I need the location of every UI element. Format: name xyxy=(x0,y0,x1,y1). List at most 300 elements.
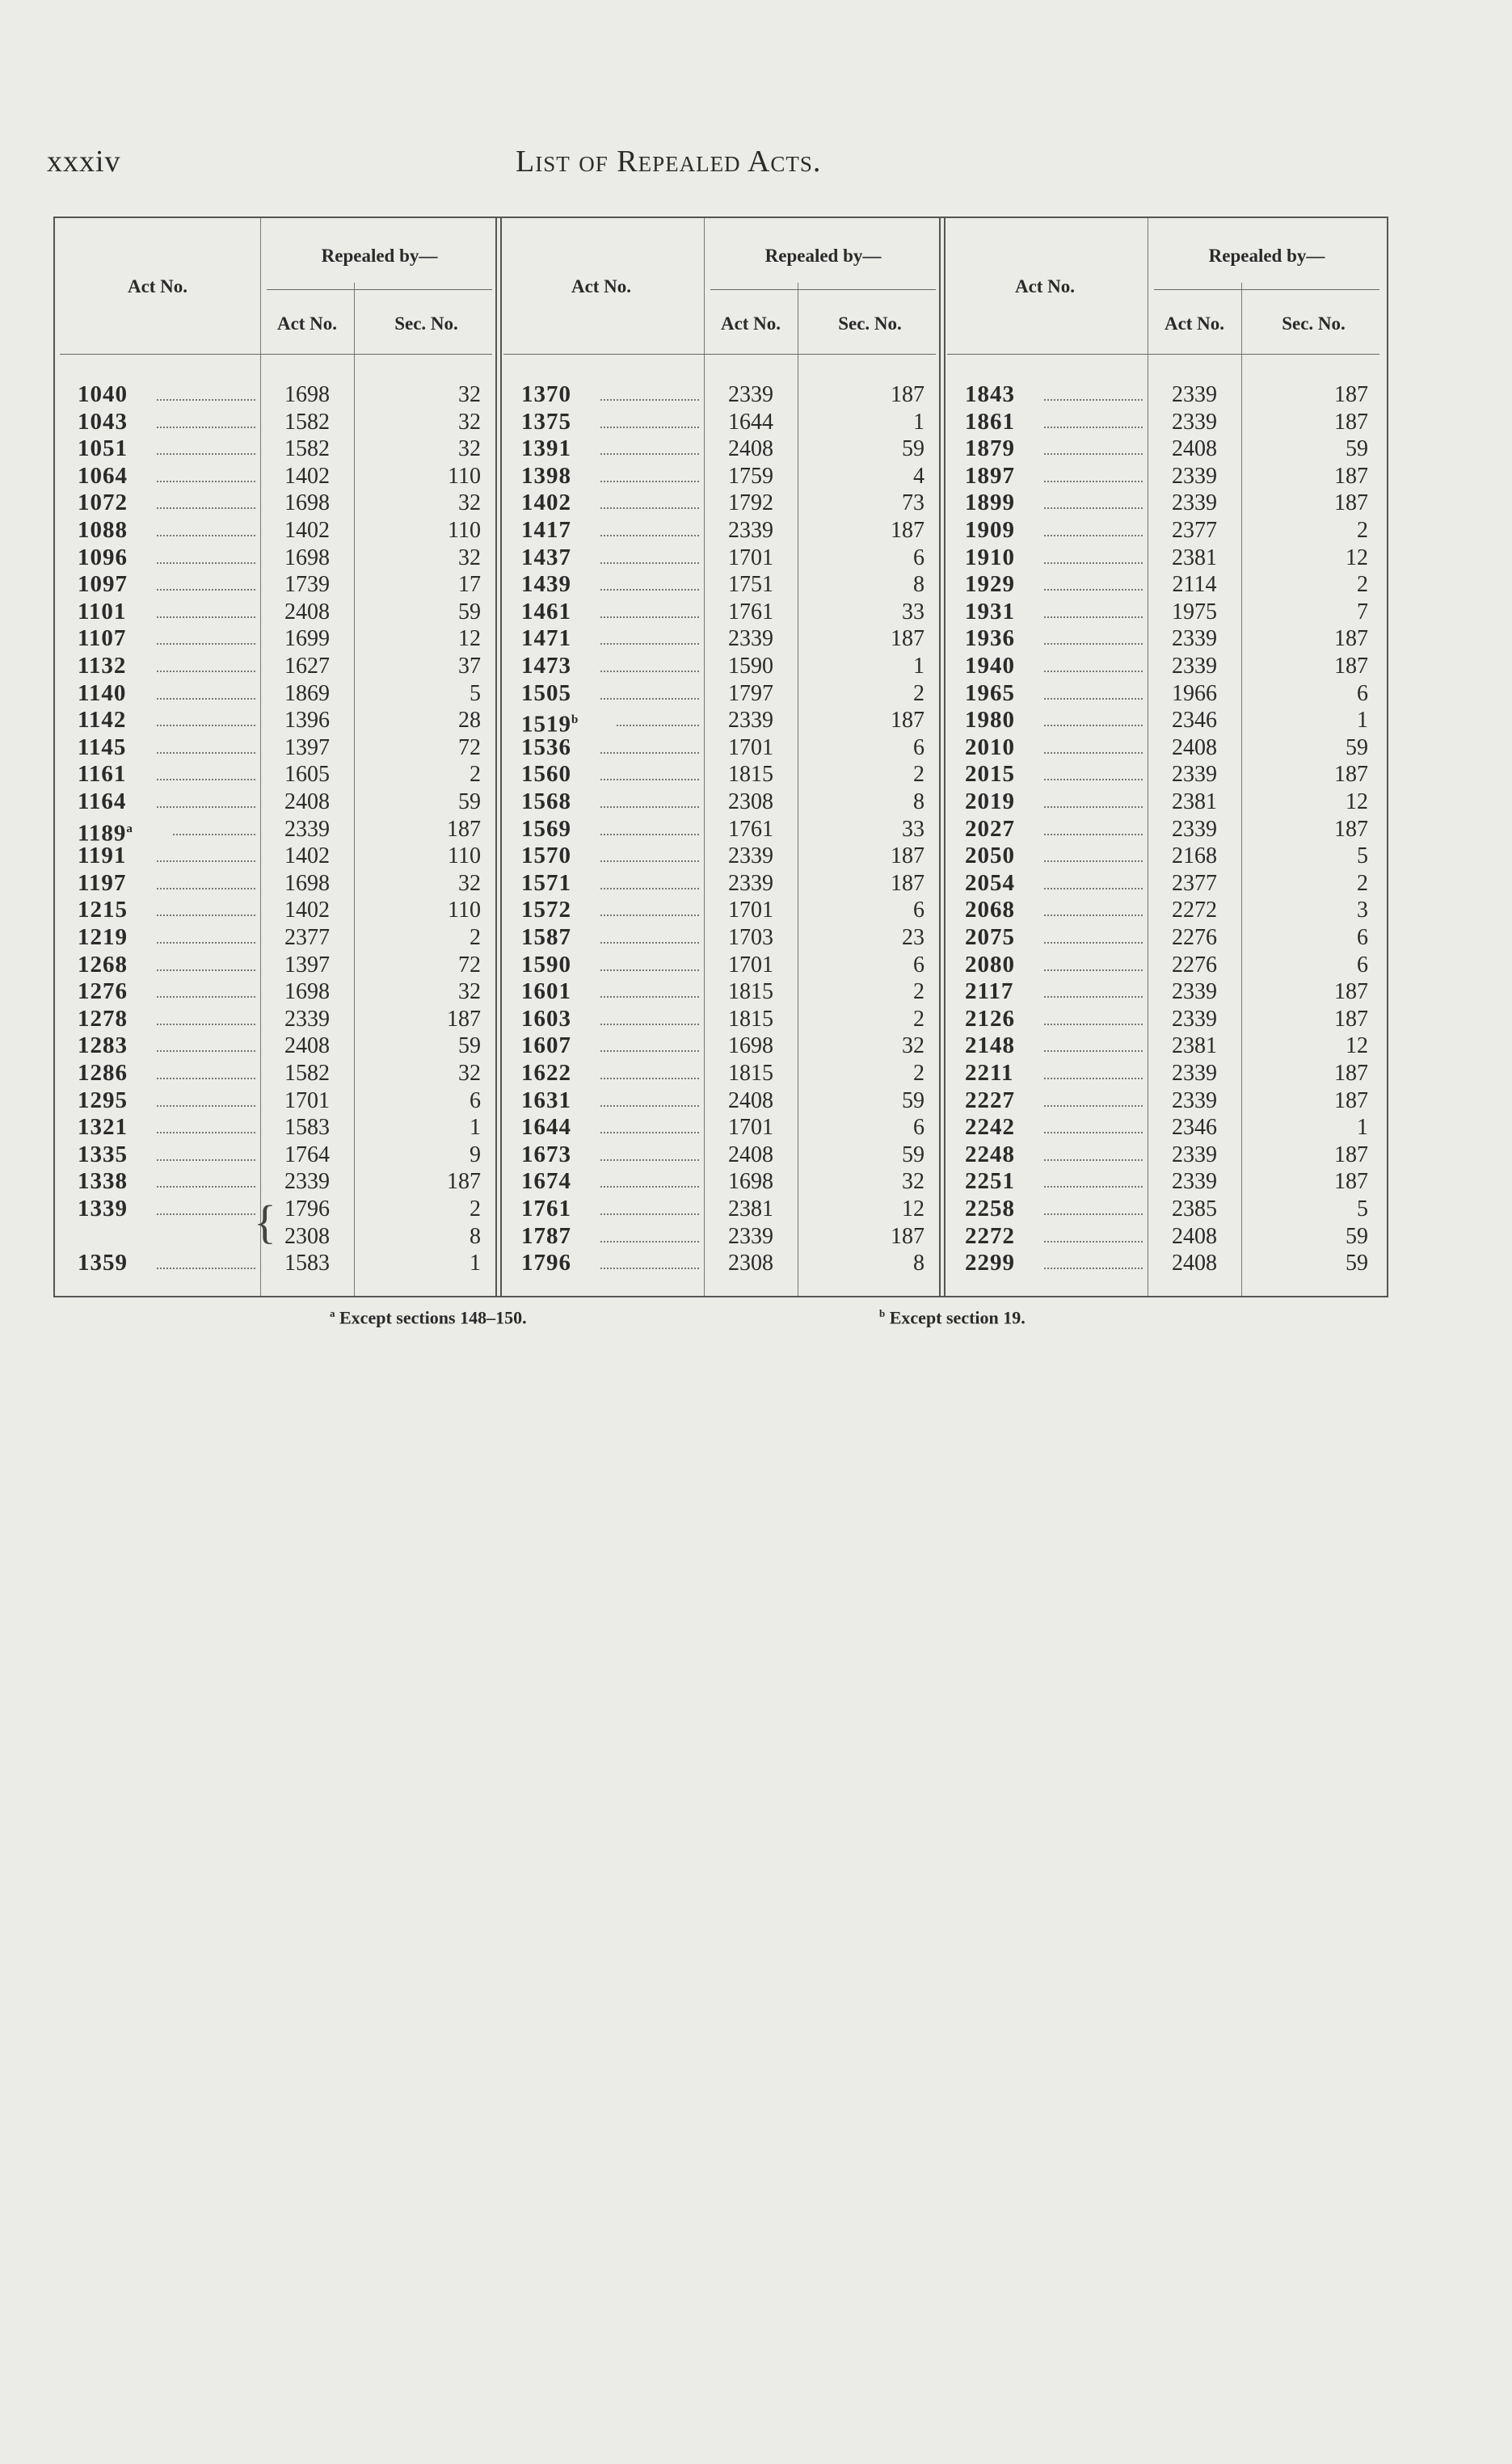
act-number-text: 1295 xyxy=(78,1087,128,1113)
act-number-text: 1321 xyxy=(78,1114,128,1141)
table-row xyxy=(55,625,1387,653)
repealing-act-number: 2339 xyxy=(728,708,773,734)
act-number xyxy=(965,978,1013,1006)
repealed-act-no-header: Act No. xyxy=(276,313,338,334)
repealing-section-number: 32 xyxy=(458,870,481,896)
act-no-header: Act No. xyxy=(571,276,632,296)
repealing-section-number: 4 xyxy=(913,463,924,489)
repealing-act-number: 1792 xyxy=(728,490,773,516)
act-number-text: 1375 xyxy=(521,408,571,435)
act-number-text: 1631 xyxy=(521,1087,571,1113)
act-number-text: 1929 xyxy=(965,571,1015,598)
table-row xyxy=(55,1250,1387,1277)
leader-dots xyxy=(1044,1223,1143,1243)
footnote-b xyxy=(879,1307,1026,1328)
repealing-act-number: 1701 xyxy=(728,1115,773,1141)
repealing-section-number: 59 xyxy=(458,789,481,814)
act-number-text: 2010 xyxy=(965,734,1015,760)
repealing-section-number: 9 xyxy=(470,1142,481,1167)
repealing-section-number: 1 xyxy=(913,409,924,435)
repealing-section-number: 73 xyxy=(902,490,924,516)
act-number xyxy=(965,1196,1015,1223)
repealing-section-number: 187 xyxy=(1334,979,1368,1005)
act-number-text: 1268 xyxy=(78,951,128,978)
act-number-text: 1219 xyxy=(78,924,128,950)
repealing-section-number: 187 xyxy=(1334,382,1368,407)
repealing-section-number: 6 xyxy=(913,734,924,760)
act-number xyxy=(965,734,1015,762)
repealing-section-number: 59 xyxy=(902,1087,924,1113)
repealing-act-number: 2339 xyxy=(284,1006,330,1032)
repealing-act-number: 2346 xyxy=(1172,1115,1217,1141)
repealing-act-number: 1796 xyxy=(284,1196,330,1221)
table-row xyxy=(55,680,1387,708)
repealed-act-no-header: Act No. xyxy=(1164,313,1225,334)
act-number-text: 1161 xyxy=(78,761,127,788)
repealing-act-number: 1701 xyxy=(728,545,773,570)
act-number xyxy=(965,625,1015,653)
act-number-text: 2148 xyxy=(965,1032,1015,1059)
act-number xyxy=(965,870,1015,898)
repealing-section-number: 2 xyxy=(913,680,924,706)
act-number-text: 1437 xyxy=(521,544,571,570)
repealing-section-number: 187 xyxy=(1334,1169,1368,1195)
act-number-text: 2054 xyxy=(965,869,1015,896)
repealing-section-number: 59 xyxy=(1346,1251,1368,1276)
repealing-section-number: 6 xyxy=(470,1087,481,1113)
repealing-section-number: 5 xyxy=(1357,843,1368,869)
repealing-section-number: 6 xyxy=(913,952,924,978)
act-number-text: 2251 xyxy=(965,1168,1015,1195)
act-number-text: 1879 xyxy=(965,435,1015,462)
repealing-act-number: 2339 xyxy=(1172,1169,1217,1195)
repealing-section-number: 8 xyxy=(913,572,924,598)
repealing-section-number: 32 xyxy=(458,979,481,1005)
repealing-act-number: 2339 xyxy=(1172,1142,1217,1167)
repealing-section-number: 5 xyxy=(470,680,481,706)
repealing-section-number: 187 xyxy=(1334,1061,1368,1086)
leader-dots xyxy=(1044,816,1143,835)
table-row xyxy=(55,1006,1387,1033)
act-number-text: 2248 xyxy=(965,1141,1015,1167)
repealing-act-number: 1583 xyxy=(284,1115,330,1141)
act-number-text: 1673 xyxy=(521,1141,571,1167)
act-number xyxy=(965,653,1015,680)
footnote-b-text: Except section 19. xyxy=(889,1307,1026,1328)
leader-dots xyxy=(1044,435,1143,455)
repealing-section-number: 187 xyxy=(891,518,924,543)
table-row xyxy=(55,599,1387,626)
page-title: List of Repealed Acts. xyxy=(516,145,822,179)
table-row xyxy=(55,816,1387,843)
repealing-section-number: 187 xyxy=(1334,463,1368,489)
act-number-text: 1910 xyxy=(965,544,1015,570)
repealing-section-number: 32 xyxy=(458,490,481,516)
repealing-act-number: 2339 xyxy=(728,1223,773,1249)
act-number-text: 1101 xyxy=(78,598,127,624)
act-number-text: 1215 xyxy=(78,897,128,923)
act-number xyxy=(965,1223,1015,1251)
act-number xyxy=(965,1060,1013,1087)
repealing-act-number: 2339 xyxy=(1172,1087,1217,1113)
repealing-act-number: 2339 xyxy=(728,382,773,407)
repealing-section-number: 6 xyxy=(913,545,924,570)
repealing-act-number: 1815 xyxy=(728,1006,773,1032)
act-number-text: 1276 xyxy=(78,978,128,1005)
act-number-text: 1072 xyxy=(78,490,128,516)
act-number-text: 2015 xyxy=(965,761,1015,788)
repealing-section-number: 6 xyxy=(1357,952,1368,978)
repealing-act-number: 1701 xyxy=(728,734,773,760)
table-row xyxy=(55,435,1387,463)
act-number-text: 2211 xyxy=(965,1060,1014,1086)
repealing-act-number: 1605 xyxy=(284,762,330,788)
table-row xyxy=(55,734,1387,762)
repealing-act-number: 2339 xyxy=(1172,409,1217,435)
repealing-act-number: 1975 xyxy=(1172,599,1217,624)
repealing-section-number: 1 xyxy=(470,1115,481,1141)
repealing-section-number: 8 xyxy=(913,789,924,814)
leader-dots xyxy=(1044,1250,1143,1269)
repealing-section-number: 32 xyxy=(902,1033,924,1059)
repealing-act-number: 2381 xyxy=(1172,1033,1217,1059)
repealing-section-number: 59 xyxy=(902,1142,924,1167)
repealing-act-number: 1698 xyxy=(284,870,330,896)
table-row xyxy=(55,1168,1387,1196)
leader-dots xyxy=(1044,734,1143,754)
act-number xyxy=(965,1087,1015,1115)
act-number xyxy=(965,571,1015,599)
act-number-text: 1283 xyxy=(78,1032,128,1059)
repealing-section-number: 187 xyxy=(891,708,924,734)
repealing-act-number: 1698 xyxy=(284,545,330,570)
leader-dots xyxy=(1044,924,1143,944)
repealing-section-number: 2 xyxy=(470,1196,481,1221)
act-number-text: 1286 xyxy=(78,1060,128,1086)
repealing-section-number: 110 xyxy=(448,843,481,869)
act-number-text: 1536 xyxy=(521,734,571,760)
repealing-act-number: 2377 xyxy=(284,925,330,950)
act-number-text: 1398 xyxy=(521,462,571,489)
repealing-section-number: 12 xyxy=(902,1196,924,1221)
repealing-act-number: 2408 xyxy=(1172,436,1217,462)
header-rule xyxy=(1154,289,1379,290)
act-number-text: 1787 xyxy=(521,1222,571,1249)
act-number-text: 1622 xyxy=(521,1060,571,1086)
repealing-act-number: 1582 xyxy=(284,436,330,462)
repealing-act-number: 2385 xyxy=(1172,1196,1217,1221)
leader-dots xyxy=(1044,1060,1143,1079)
repealing-act-number: 2339 xyxy=(728,843,773,869)
act-number-text: 2075 xyxy=(965,924,1015,950)
repealed-by-header: Repealed by— xyxy=(321,246,438,266)
repealing-act-number: 2339 xyxy=(1172,979,1217,1005)
repealing-act-number: 1402 xyxy=(284,463,330,489)
table-row xyxy=(55,1142,1387,1169)
repealing-section-number: 59 xyxy=(458,599,481,624)
repealing-act-number: 2339 xyxy=(1172,382,1217,407)
repealing-act-number: 1583 xyxy=(284,1251,330,1276)
act-number-text: 1391 xyxy=(521,435,571,462)
repealing-act-number: 1402 xyxy=(284,518,330,543)
act-number xyxy=(965,381,1015,409)
table-row xyxy=(55,545,1387,572)
repealing-act-number: 2308 xyxy=(284,1223,330,1249)
repealing-act-number: 2339 xyxy=(1172,490,1217,516)
repealing-section-number: 187 xyxy=(891,843,924,869)
repealing-act-number: 2381 xyxy=(1172,545,1217,570)
repealing-act-number: 2339 xyxy=(728,870,773,896)
act-number xyxy=(965,680,1015,708)
repealing-section-number: 6 xyxy=(1357,925,1368,950)
leader-dots xyxy=(1044,545,1143,564)
repealing-act-number: 2377 xyxy=(1172,870,1217,896)
repealing-act-number: 1698 xyxy=(728,1033,773,1059)
repealed-by-header: Repealed by— xyxy=(764,246,882,266)
repealing-section-number: 32 xyxy=(902,1169,924,1195)
repealing-section-number: 1 xyxy=(1357,708,1368,734)
repealing-section-number: 2 xyxy=(470,762,481,788)
repealing-section-number: 12 xyxy=(1346,545,1368,570)
act-number-text: 2299 xyxy=(965,1250,1015,1276)
repealing-act-number: 1701 xyxy=(728,952,773,978)
repealing-section-number: 187 xyxy=(1334,816,1368,842)
repealing-act-number: 2339 xyxy=(284,816,330,842)
repealing-act-number: 2408 xyxy=(728,1087,773,1113)
bracket-glyph: { xyxy=(254,1196,276,1248)
repealing-act-number: 1815 xyxy=(728,979,773,1005)
repealing-section-number: 72 xyxy=(458,734,481,760)
table-row xyxy=(55,843,1387,870)
repealing-section-number: 187 xyxy=(891,626,924,652)
act-number-text: 1980 xyxy=(965,707,1015,734)
repealing-act-number: 1761 xyxy=(728,599,773,624)
repealing-act-number: 1397 xyxy=(284,952,330,978)
repealing-act-number: 1759 xyxy=(728,463,773,489)
repealing-section-number: 1 xyxy=(470,1251,481,1276)
act-number-text: 1189 xyxy=(78,820,127,847)
act-number-text: 1471 xyxy=(521,625,571,652)
header-rule xyxy=(947,354,1379,355)
act-number xyxy=(965,545,1015,572)
leader-dots xyxy=(1044,1168,1143,1188)
repealing-section-number: 187 xyxy=(1334,409,1368,435)
repealing-act-number: 2168 xyxy=(1172,843,1217,869)
repealing-section-number: 33 xyxy=(902,816,924,842)
repealing-section-number: 187 xyxy=(1334,626,1368,652)
repealing-section-number: 8 xyxy=(913,1251,924,1276)
leader-dots xyxy=(1044,1196,1143,1215)
repealing-section-number: 37 xyxy=(458,654,481,679)
leader-dots xyxy=(1044,571,1143,591)
leader-dots xyxy=(1044,707,1143,726)
leader-dots xyxy=(1044,517,1143,536)
repealing-section-number: 32 xyxy=(458,1061,481,1086)
repealing-section-number: 72 xyxy=(458,952,481,978)
repealing-section-number: 2 xyxy=(913,979,924,1005)
repealing-section-number: 59 xyxy=(1346,1223,1368,1249)
table-row xyxy=(55,761,1387,788)
act-number xyxy=(965,1250,1015,1277)
repealing-section-number: 110 xyxy=(448,463,481,489)
repealing-act-number: 1966 xyxy=(1172,680,1217,706)
repealing-section-number: 187 xyxy=(1334,1006,1368,1032)
table-row xyxy=(55,1087,1387,1115)
repealing-section-number: 5 xyxy=(1357,1196,1368,1221)
act-number xyxy=(965,1168,1015,1196)
footnote-a xyxy=(330,1307,527,1328)
repealing-act-number: 1764 xyxy=(284,1142,330,1167)
repealing-section-number: 32 xyxy=(458,436,481,462)
act-number-text: 1909 xyxy=(965,517,1015,543)
repealing-act-number: 1397 xyxy=(284,734,330,760)
repealing-act-number: 1698 xyxy=(284,490,330,516)
act-no-header: Act No. xyxy=(127,276,188,296)
table-row xyxy=(55,517,1387,545)
repealing-act-number: 1402 xyxy=(284,843,330,869)
table-row xyxy=(55,490,1387,517)
repealing-act-number: 1582 xyxy=(284,1061,330,1086)
leader-dots xyxy=(1044,1032,1143,1052)
repealing-section-number: 2 xyxy=(1357,572,1368,598)
act-number-text: 1132 xyxy=(78,653,127,679)
repealing-act-number: 2381 xyxy=(1172,789,1217,814)
repealed-by-header: Repealed by— xyxy=(1208,246,1325,266)
act-number-text: 1607 xyxy=(521,1032,571,1059)
repealing-section-number: 12 xyxy=(458,626,481,652)
act-number-text: 2126 xyxy=(965,1005,1015,1032)
repealing-section-number: 6 xyxy=(913,1115,924,1141)
act-number-text: 1040 xyxy=(78,381,128,407)
leader-dots xyxy=(1044,761,1143,780)
act-number xyxy=(965,897,1015,924)
header-rule xyxy=(60,354,492,355)
act-number xyxy=(965,1114,1015,1142)
repealed-sec-no-header: Sec. No. xyxy=(838,313,902,334)
act-number-text: 2227 xyxy=(965,1087,1015,1113)
footnote-b-mark: b xyxy=(879,1307,886,1319)
repealing-section-number: 7 xyxy=(1357,599,1368,624)
act-number-text: 1560 xyxy=(521,761,571,788)
leader-dots xyxy=(1044,897,1143,916)
repealing-act-number: 1815 xyxy=(728,762,773,788)
repealing-act-number: 1739 xyxy=(284,572,330,598)
act-number-text: 1505 xyxy=(521,679,571,706)
act-number-text: 1569 xyxy=(521,815,571,842)
act-number-text: 1197 xyxy=(78,869,127,896)
repealing-act-number: 1703 xyxy=(728,925,773,950)
repealing-act-number: 2346 xyxy=(1172,708,1217,734)
act-number-text: 1338 xyxy=(78,1168,128,1195)
table-row xyxy=(55,463,1387,490)
repealing-section-number: 2 xyxy=(913,1061,924,1086)
repealing-act-number: 2114 xyxy=(1172,572,1217,598)
table-row xyxy=(55,707,1387,734)
leader-dots xyxy=(1044,490,1143,509)
leader-dots xyxy=(1044,599,1143,618)
act-number xyxy=(965,490,1015,517)
act-number-text: 1439 xyxy=(521,571,571,598)
repealing-act-number: 2408 xyxy=(284,599,330,624)
act-number-text: 2117 xyxy=(965,978,1014,1005)
repealed-sec-no-header: Sec. No. xyxy=(394,313,458,334)
page-number: xxxiv xyxy=(47,145,121,179)
repealing-act-number: 1402 xyxy=(284,898,330,923)
repealing-section-number: 187 xyxy=(1334,1142,1368,1167)
footnote-a-text: Except sections 148–150. xyxy=(339,1307,527,1328)
repealing-section-number: 187 xyxy=(1334,654,1368,679)
act-number-text: 1601 xyxy=(521,978,571,1005)
repealing-act-number: 1590 xyxy=(728,654,773,679)
repealing-act-number: 1869 xyxy=(284,680,330,706)
repealing-act-number: 1644 xyxy=(728,409,773,435)
leader-dots xyxy=(1044,1142,1143,1161)
repealing-section-number: 23 xyxy=(902,925,924,950)
act-number xyxy=(965,409,1015,436)
repealing-act-number: 2339 xyxy=(1172,626,1217,652)
repealing-act-number: 2408 xyxy=(284,789,330,814)
act-number-text: 1931 xyxy=(965,598,1015,624)
act-number-text: 1107 xyxy=(78,625,127,652)
act-number-text: 1096 xyxy=(78,544,128,570)
act-number xyxy=(965,788,1015,816)
repealing-section-number: 59 xyxy=(1346,734,1368,760)
act-number-text: 1897 xyxy=(965,462,1015,489)
table-row xyxy=(55,571,1387,599)
act-number xyxy=(965,463,1015,490)
act-number-text: 1043 xyxy=(78,408,128,435)
act-number-text: 1461 xyxy=(521,598,571,624)
act-no-header: Act No. xyxy=(1014,276,1076,296)
act-number xyxy=(965,1006,1015,1033)
repealing-section-number: 28 xyxy=(458,708,481,734)
leader-dots xyxy=(1044,952,1143,971)
leader-dots xyxy=(1044,1006,1143,1025)
repealing-act-number: 1698 xyxy=(728,1169,773,1195)
repealing-section-number: 187 xyxy=(447,1169,481,1195)
act-number xyxy=(965,924,1015,952)
repealing-section-number: 2 xyxy=(1357,518,1368,543)
act-number-text: 1899 xyxy=(965,490,1015,516)
act-number xyxy=(965,816,1015,843)
repealing-section-number: 187 xyxy=(1334,762,1368,788)
act-number-text: 1674 xyxy=(521,1168,571,1195)
act-number-text: 2068 xyxy=(965,897,1015,923)
repealing-act-number: 1698 xyxy=(284,382,330,407)
leader-dots xyxy=(1044,381,1143,401)
act-number-text: 1644 xyxy=(521,1114,571,1141)
repealing-section-number: 187 xyxy=(891,382,924,407)
repealing-section-number: 8 xyxy=(470,1223,481,1249)
repealing-section-number: 32 xyxy=(458,545,481,570)
repealing-section-number: 33 xyxy=(902,599,924,624)
repealing-section-number: 59 xyxy=(1346,436,1368,462)
act-number xyxy=(965,435,1015,463)
table-row xyxy=(55,952,1387,979)
repealing-act-number: 1751 xyxy=(728,572,773,598)
act-number-text: 1796 xyxy=(521,1250,571,1276)
repealing-act-number: 1699 xyxy=(284,626,330,652)
act-number-text: 2258 xyxy=(965,1196,1015,1221)
repealing-section-number: 32 xyxy=(458,382,481,407)
act-number-text: 1145 xyxy=(78,734,127,760)
act-number-text: 2027 xyxy=(965,815,1015,842)
footnote-mark: a xyxy=(126,822,133,835)
act-number-text: 1191 xyxy=(78,843,127,869)
act-number xyxy=(965,761,1015,788)
footnote-mark: b xyxy=(571,713,579,727)
act-number-text: 1519 xyxy=(521,711,571,738)
